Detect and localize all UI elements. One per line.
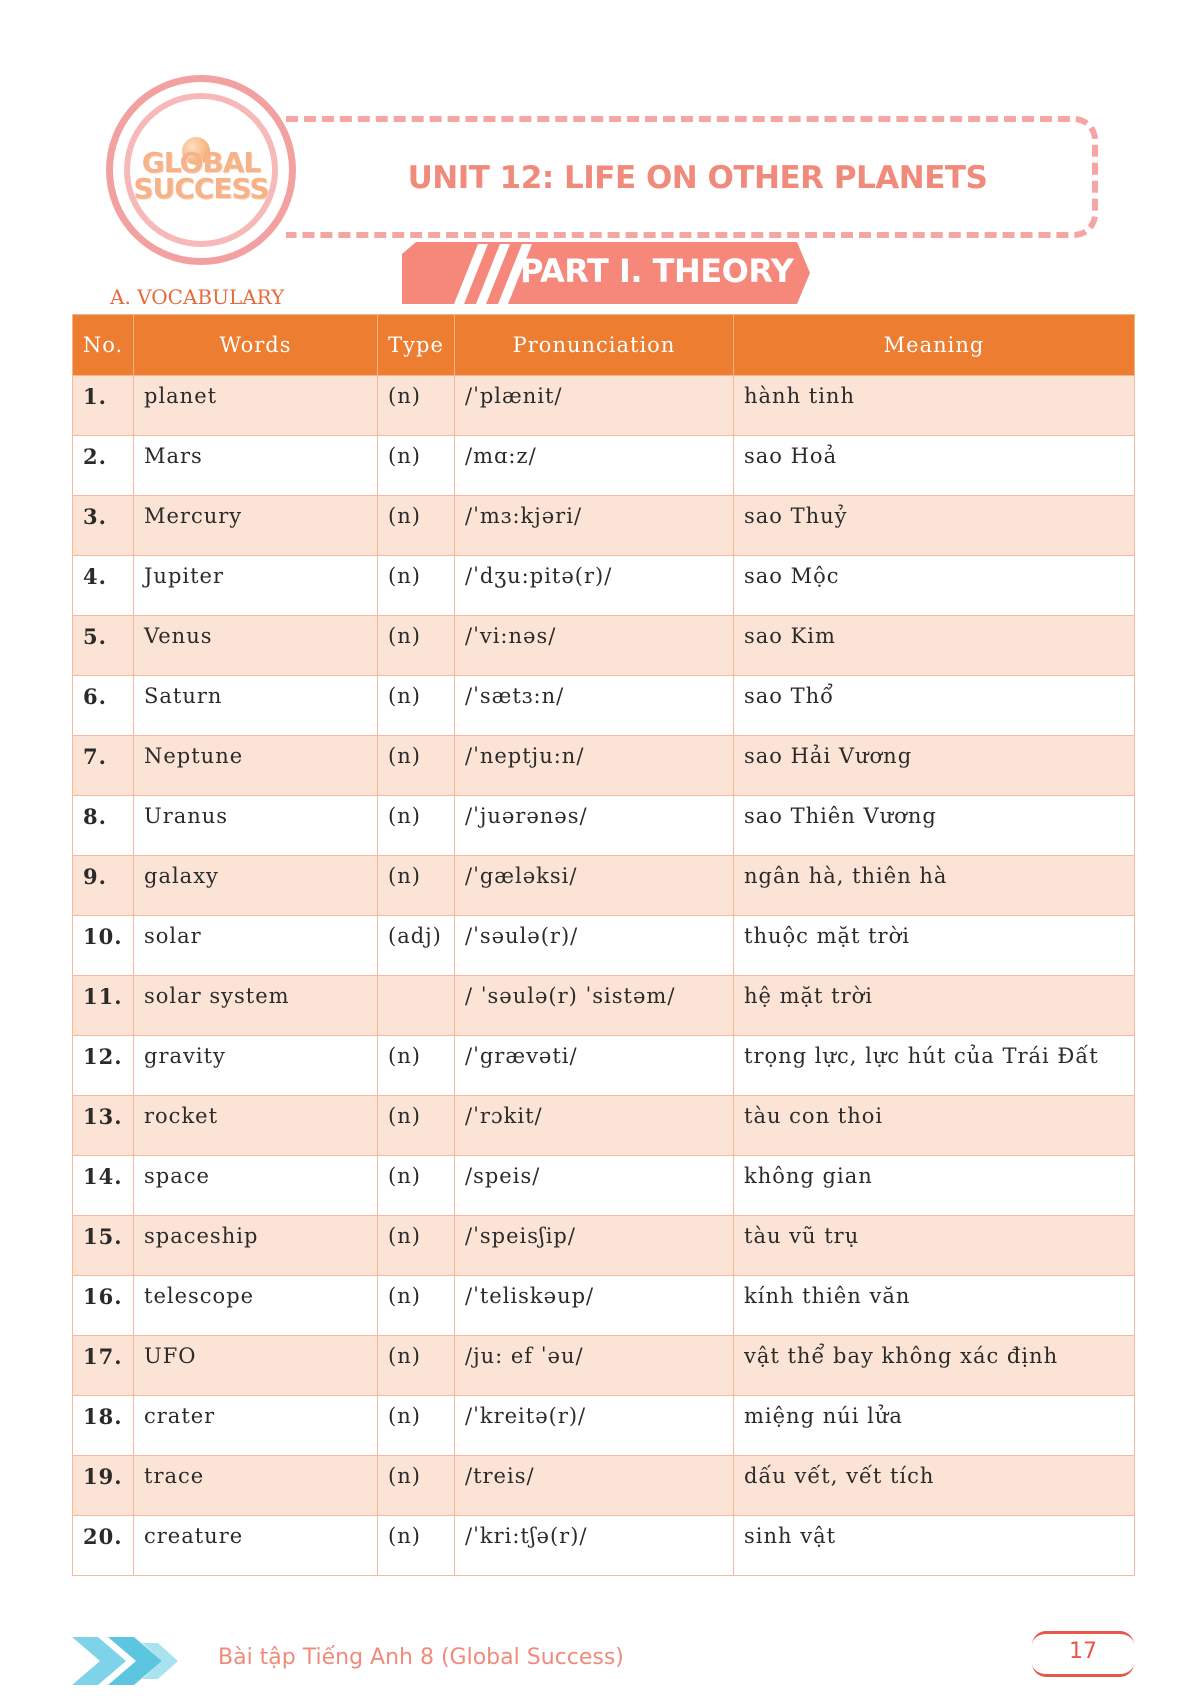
cell-number: 8. <box>73 796 134 856</box>
part-banner <box>402 240 810 306</box>
table-row <box>73 556 1135 616</box>
unit-title: UNIT 12: LIFE ON OTHER PLANETS <box>407 160 988 196</box>
cell-pronunciation: /ˈgrævəti/ <box>455 1036 734 1096</box>
cell-type: (n) <box>378 436 455 496</box>
cell-word: galaxy <box>134 856 378 916</box>
cell-meaning: tàu vũ trụ <box>734 1216 1135 1276</box>
table-row <box>73 736 1135 796</box>
cell-number: 20. <box>73 1516 134 1576</box>
cell-meaning: sao Kim <box>734 616 1135 676</box>
table-row <box>73 1216 1135 1276</box>
table-row <box>73 676 1135 736</box>
cell-number: 7. <box>73 736 134 796</box>
cell-pronunciation: /ˈkreitə(r)/ <box>455 1396 734 1456</box>
table-row <box>73 1456 1135 1516</box>
table-row <box>73 616 1135 676</box>
cell-number: 11. <box>73 976 134 1036</box>
cell-meaning: kính thiên văn <box>734 1276 1135 1336</box>
cell-word: space <box>134 1156 378 1216</box>
cell-word: Uranus <box>134 796 378 856</box>
cell-meaning: sao Thổ <box>734 676 1135 736</box>
cell-meaning: sao Hải Vương <box>734 736 1135 796</box>
cell-pronunciation: /ˈneptju:n/ <box>455 736 734 796</box>
table-row <box>73 1156 1135 1216</box>
cell-word: Jupiter <box>134 556 378 616</box>
cell-word: spaceship <box>134 1216 378 1276</box>
cell-type: (n) <box>378 1336 455 1396</box>
cell-meaning: tàu con thoi <box>734 1096 1135 1156</box>
cell-number: 3. <box>73 496 134 556</box>
cell-word: Saturn <box>134 676 378 736</box>
cell-type: (n) <box>378 556 455 616</box>
cell-number: 19. <box>73 1456 134 1516</box>
cell-meaning: hệ mặt trời <box>734 976 1135 1036</box>
table-body <box>73 376 1135 1576</box>
cell-word: creature <box>134 1516 378 1576</box>
cell-meaning: không gian <box>734 1156 1135 1216</box>
column-header-words: Words <box>134 315 378 376</box>
cell-number: 14. <box>73 1156 134 1216</box>
cell-type: (n) <box>378 1096 455 1156</box>
cell-number: 15. <box>73 1216 134 1276</box>
cell-number: 17. <box>73 1336 134 1396</box>
cell-type: (n) <box>378 1456 455 1516</box>
cell-number: 12. <box>73 1036 134 1096</box>
cell-meaning: sao Thiên Vương <box>734 796 1135 856</box>
cell-meaning: vật thể bay không xác định <box>734 1336 1135 1396</box>
cell-pronunciation: /ˈsəulə(r)/ <box>455 916 734 976</box>
table-row <box>73 1336 1135 1396</box>
column-header-pronunciation: Pronunciation <box>455 315 734 376</box>
cell-type: (n) <box>378 1516 455 1576</box>
cell-type: (n) <box>378 1276 455 1336</box>
table-row <box>73 436 1135 496</box>
cell-type: (n) <box>378 856 455 916</box>
cell-meaning: sao Hoả <box>734 436 1135 496</box>
table-row <box>73 976 1135 1036</box>
cell-number: 18. <box>73 1396 134 1456</box>
cell-type: (n) <box>378 496 455 556</box>
part-title: PART I. THEORY <box>520 252 794 290</box>
table-row <box>73 1516 1135 1576</box>
cell-pronunciation: /ˈkri:tʃə(r)/ <box>455 1516 734 1576</box>
cell-pronunciation: /ˈspeisʃip/ <box>455 1216 734 1276</box>
cell-word: solar system <box>134 976 378 1036</box>
cell-pronunciation: /ˈmɜ:kjəri/ <box>455 496 734 556</box>
cell-word: telescope <box>134 1276 378 1336</box>
cell-meaning: ngân hà, thiên hà <box>734 856 1135 916</box>
footer-book-title: Bài tập Tiếng Anh 8 (Global Success) <box>218 1645 624 1670</box>
cell-word: trace <box>134 1456 378 1516</box>
cell-meaning: dấu vết, vết tích <box>734 1456 1135 1516</box>
cell-meaning: thuộc mặt trời <box>734 916 1135 976</box>
cell-pronunciation: /ˈplænit/ <box>455 376 734 436</box>
cell-pronunciation: /ˈrɔkit/ <box>455 1096 734 1156</box>
cell-word: Mars <box>134 436 378 496</box>
logo-text: GLOBAL SUCCESS <box>133 146 269 205</box>
cell-pronunciation: /mɑ:z/ <box>455 436 734 496</box>
table-row <box>73 496 1135 556</box>
cell-number: 5. <box>73 616 134 676</box>
cell-pronunciation: /ˈteliskəup/ <box>455 1276 734 1336</box>
cell-number: 4. <box>73 556 134 616</box>
chevron-arrows-icon <box>72 1633 184 1689</box>
cell-word: planet <box>134 376 378 436</box>
cell-meaning: sinh vật <box>734 1516 1135 1576</box>
section-heading: A. VOCABULARY <box>110 285 285 309</box>
cell-pronunciation: / ˈsəulə(r) ˈsistəm/ <box>455 976 734 1036</box>
cell-type: (adj) <box>378 916 455 976</box>
cell-number: 9. <box>73 856 134 916</box>
cell-type: (n) <box>378 1216 455 1276</box>
cell-type: (n) <box>378 736 455 796</box>
cell-word: Venus <box>134 616 378 676</box>
cell-meaning: sao Mộc <box>734 556 1135 616</box>
cell-number: 10. <box>73 916 134 976</box>
table-row <box>73 1276 1135 1336</box>
cell-pronunciation: /ˈdʒu:pitə(r)/ <box>455 556 734 616</box>
column-header-type: Type <box>378 315 455 376</box>
cell-number: 16. <box>73 1276 134 1336</box>
column-header-meaning: Meaning <box>734 315 1135 376</box>
cell-meaning: trọng lực, lực hút của Trái Đất <box>734 1036 1135 1096</box>
cell-word: Mercury <box>134 496 378 556</box>
cell-word: crater <box>134 1396 378 1456</box>
column-header-no: No. <box>73 315 134 376</box>
cell-pronunciation: /ˈsætɜ:n/ <box>455 676 734 736</box>
cell-type: (n) <box>378 796 455 856</box>
cell-pronunciation: /speis/ <box>455 1156 734 1216</box>
table-row <box>73 796 1135 856</box>
cell-type: (n) <box>378 376 455 436</box>
cell-type <box>378 976 455 1036</box>
cell-number: 1. <box>73 376 134 436</box>
cell-pronunciation: /ˈvi:nəs/ <box>455 616 734 676</box>
cell-number: 6. <box>73 676 134 736</box>
cell-type: (n) <box>378 1156 455 1216</box>
page-number: 17 <box>1032 1631 1134 1677</box>
table-row <box>73 376 1135 436</box>
cell-type: (n) <box>378 1396 455 1456</box>
cell-pronunciation: /ˈgæləksi/ <box>455 856 734 916</box>
cell-word: rocket <box>134 1096 378 1156</box>
table-row <box>73 1096 1135 1156</box>
vocabulary-table <box>72 314 1135 1576</box>
cell-type: (n) <box>378 676 455 736</box>
table-row <box>73 916 1135 976</box>
cell-word: UFO <box>134 1336 378 1396</box>
cell-number: 2. <box>73 436 134 496</box>
cell-meaning: hành tinh <box>734 376 1135 436</box>
cell-meaning: sao Thuỷ <box>734 496 1135 556</box>
table-row <box>73 1396 1135 1456</box>
table-header-row <box>73 315 1135 376</box>
cell-word: gravity <box>134 1036 378 1096</box>
cell-type: (n) <box>378 1036 455 1096</box>
cell-pronunciation: /ju: ef ˈəu/ <box>455 1336 734 1396</box>
cell-word: solar <box>134 916 378 976</box>
cell-type: (n) <box>378 616 455 676</box>
cell-meaning: miệng núi lửa <box>734 1396 1135 1456</box>
table-row <box>73 856 1135 916</box>
cell-pronunciation: /treis/ <box>455 1456 734 1516</box>
cell-word: Neptune <box>134 736 378 796</box>
global-success-logo <box>106 75 306 275</box>
cell-number: 13. <box>73 1096 134 1156</box>
cell-pronunciation: /ˈjuərənəs/ <box>455 796 734 856</box>
table-row <box>73 1036 1135 1096</box>
